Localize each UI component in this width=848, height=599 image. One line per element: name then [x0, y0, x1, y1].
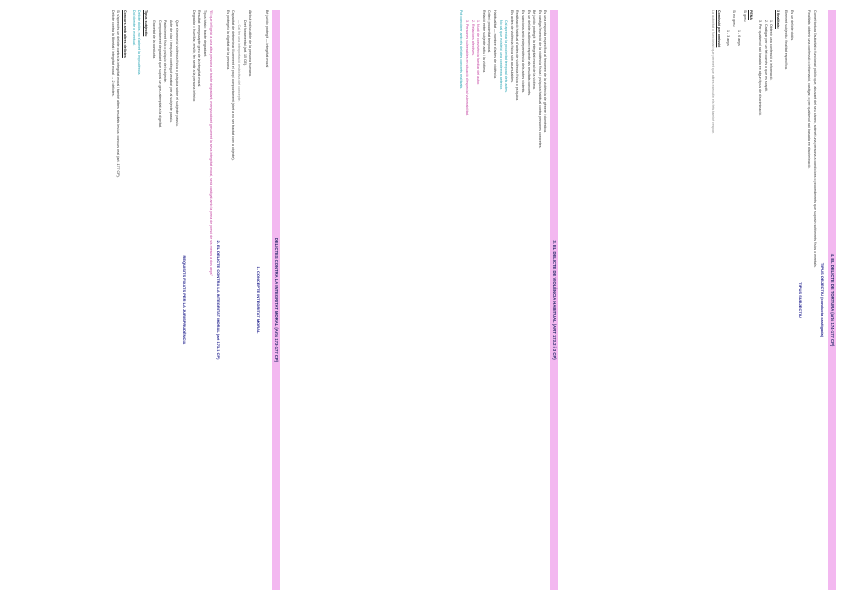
- concept-line: — Cal fer una interpretació restrictiva del concepte.: [237, 20, 242, 102]
- section-title: DELICTES CONTRA LA INTEGRITAT MORAL (Arts 173-177 CP): [272, 10, 280, 590]
- pena-line: 1 - 3 anys: [726, 30, 731, 46]
- requisit-item: Comportament degradant que suposi un greu atemptat a la dignitat.: [157, 20, 162, 128]
- tipus-objectiu-line: Finalitats: obtenir una confessió o informació, castigar, o per qualsevol raó basada en discriminació.: [807, 10, 812, 169]
- column-integritat-moral: [109, 10, 284, 590]
- concept-line: Es protegeix la dignitat de la persona.: [225, 10, 230, 71]
- body-line: Els actes de violència física són acumulables.: [509, 10, 514, 83]
- habitualitat-line: Criteri: proximitat temporal.: [487, 10, 492, 54]
- pena-title: PENA: [749, 10, 754, 20]
- column-tortura: [709, 10, 840, 590]
- footer-note: Pot concórrer amb els delictes concrets realitzats.: [459, 10, 464, 90]
- tipus-subjectiu-title: Tipus subjectiu: [143, 10, 148, 37]
- body-line: És una resposta específica al fenomen de la violència de gènere i domèstica.: [543, 10, 548, 134]
- body-line: És un delicte autònom respecte als resultats concrets.: [526, 10, 531, 97]
- tipus-objectiu-title: TIPUS OBJECTIU (conducta castigada): [820, 262, 826, 338]
- intro-line: Bé jurídic protegit — integritat moral: [265, 10, 270, 68]
- section-title: 3. EL DELICTE DE VIOLÈNCIA HABITUAL (ART 173.2 i 3 CP): [550, 10, 558, 590]
- pena-line: Si no greu:: [731, 10, 736, 28]
- requisit-item: Que s'exerceixi violència física o psíquica sobre el subjecte passiu.: [174, 20, 179, 127]
- habitualitat-line: Relació entre subjecte actiu i la víctima.: [481, 10, 486, 74]
- finalitat-item: 2. Castigar per un fet comès o que es sospiti.: [763, 20, 768, 93]
- pena-line: 1 - 6 anys: [737, 30, 742, 46]
- tipus-subjectiu-line: Element subjectiu: finalitat específica.: [784, 10, 789, 70]
- habitualitat-line: Habitualitat — nombre d'actes de violència.: [493, 10, 498, 80]
- omissio-title: Comissió per omissió: [717, 10, 722, 48]
- section2-quote: "El que infligeixi a una altra persona un tracte degradant, menyscabant greument la seva integritat moral, serà castigat amb la pena de presó de sis mesos a dos anys": [208, 10, 213, 276]
- requisits-title: REQUISITS FIXATS PER LA JURISPRUDÈNCIA: [182, 255, 188, 345]
- section2-line: Tipus bàsic: tracte degradant.: [203, 10, 208, 58]
- finalitats-title: 3 finalitats:: [775, 10, 780, 29]
- requisit-item: Acte de clar i inequívoc contingut vexatori per al subjecte passiu.: [169, 20, 174, 124]
- section2-line: Degradar = humiliar, envilir, fer sentir a la persona inferior.: [191, 10, 196, 103]
- concurs-line: Si s'apreciés un delicte contra la integritat moral i també altres resultats lesius: concurs real (art. 177 CP).: [116, 10, 121, 178]
- tipus-objectiu-line: Comet tortura l'autoritat o funcionari públic que, abusant del seu càrrec, sotmet una persona a condicions o procediments que suposin sofriments físics o mentals.: [812, 10, 817, 268]
- tipus-subjectiu-line: Delicte dolós, no s'admet la imprudència.: [137, 10, 142, 76]
- list-item: 3. Persones vulnerables en situació d'especial vulnerabilitat.: [465, 20, 470, 116]
- list-item: 2. Relacions afectives.: [470, 20, 475, 56]
- body-line: És castiga l'exercici de la violència física i psíquica habitual contra persones concretes.: [537, 10, 542, 149]
- pena-line: Si greu:: [742, 10, 747, 23]
- tipus-subjectiu-line: Dol directe o eventual.: [131, 10, 136, 46]
- concurs-title: Concurs amb altres delictes: [122, 10, 127, 58]
- tipus-subjectiu-line: És un delicte dolós.: [790, 10, 795, 42]
- body-line: Es sanciona amb independència dels actes violents.: [521, 10, 526, 94]
- column-violencia-habitual: [458, 10, 562, 590]
- list-item: 1. Nucli de convivència familiar del autor.: [476, 20, 481, 86]
- section-title: 4. EL DELICTE DE TORTURA (arts 174-177 CP): [828, 10, 836, 590]
- requisit-item: Gravetat de la conducta.: [152, 20, 157, 60]
- note-line: No cal que existeixi una condemna anterior.: [498, 20, 503, 90]
- body-line: Bé jurídic protegit: la integritat moral de la víctima.: [532, 10, 537, 90]
- body-line: Realització habitual d'actes de violència física o psíquica.: [515, 10, 520, 102]
- concept-line: Dret fonamental (art. 15 CE).: [242, 20, 247, 67]
- section2-title: 2. EL DELICTE CONTRA LA INTEGRITAT MORAL (art 173.1 CP): [216, 240, 222, 360]
- concept-line: Capacitat de determinar lliurement el propi comportament (dret a no ser tractat com a objecte).: [231, 10, 236, 161]
- tipus-subjectiu-title: TIPUS SUBJECTIU: [797, 282, 803, 318]
- finalitat-item: 1. Obtenir una confessió o informació.: [769, 20, 774, 81]
- concept-line: Atribut indiscutible de la persona humana.: [248, 10, 253, 77]
- concept-title: 1. CONCEPTE INTEGRITAT MORAL: [255, 266, 261, 334]
- finalitat-item: 3. Per qualsevol raó basada en algun tipus de discriminació.: [758, 20, 763, 116]
- note-line: Cal apreciar la proximitat temporal dels actes.: [504, 20, 509, 93]
- omissio-line: La autoritat o funcionari que permet que altres executin els fets també respon.: [710, 10, 715, 135]
- concurs-line: Delicte contra la llibertat i integritat moral → 2 delictes.: [110, 10, 115, 97]
- section2-line: Resultat: menyscapte greu de la integritat moral.: [197, 10, 202, 88]
- requisit-item: Padeciment físic o psíquic del subjecte.: [163, 20, 168, 83]
